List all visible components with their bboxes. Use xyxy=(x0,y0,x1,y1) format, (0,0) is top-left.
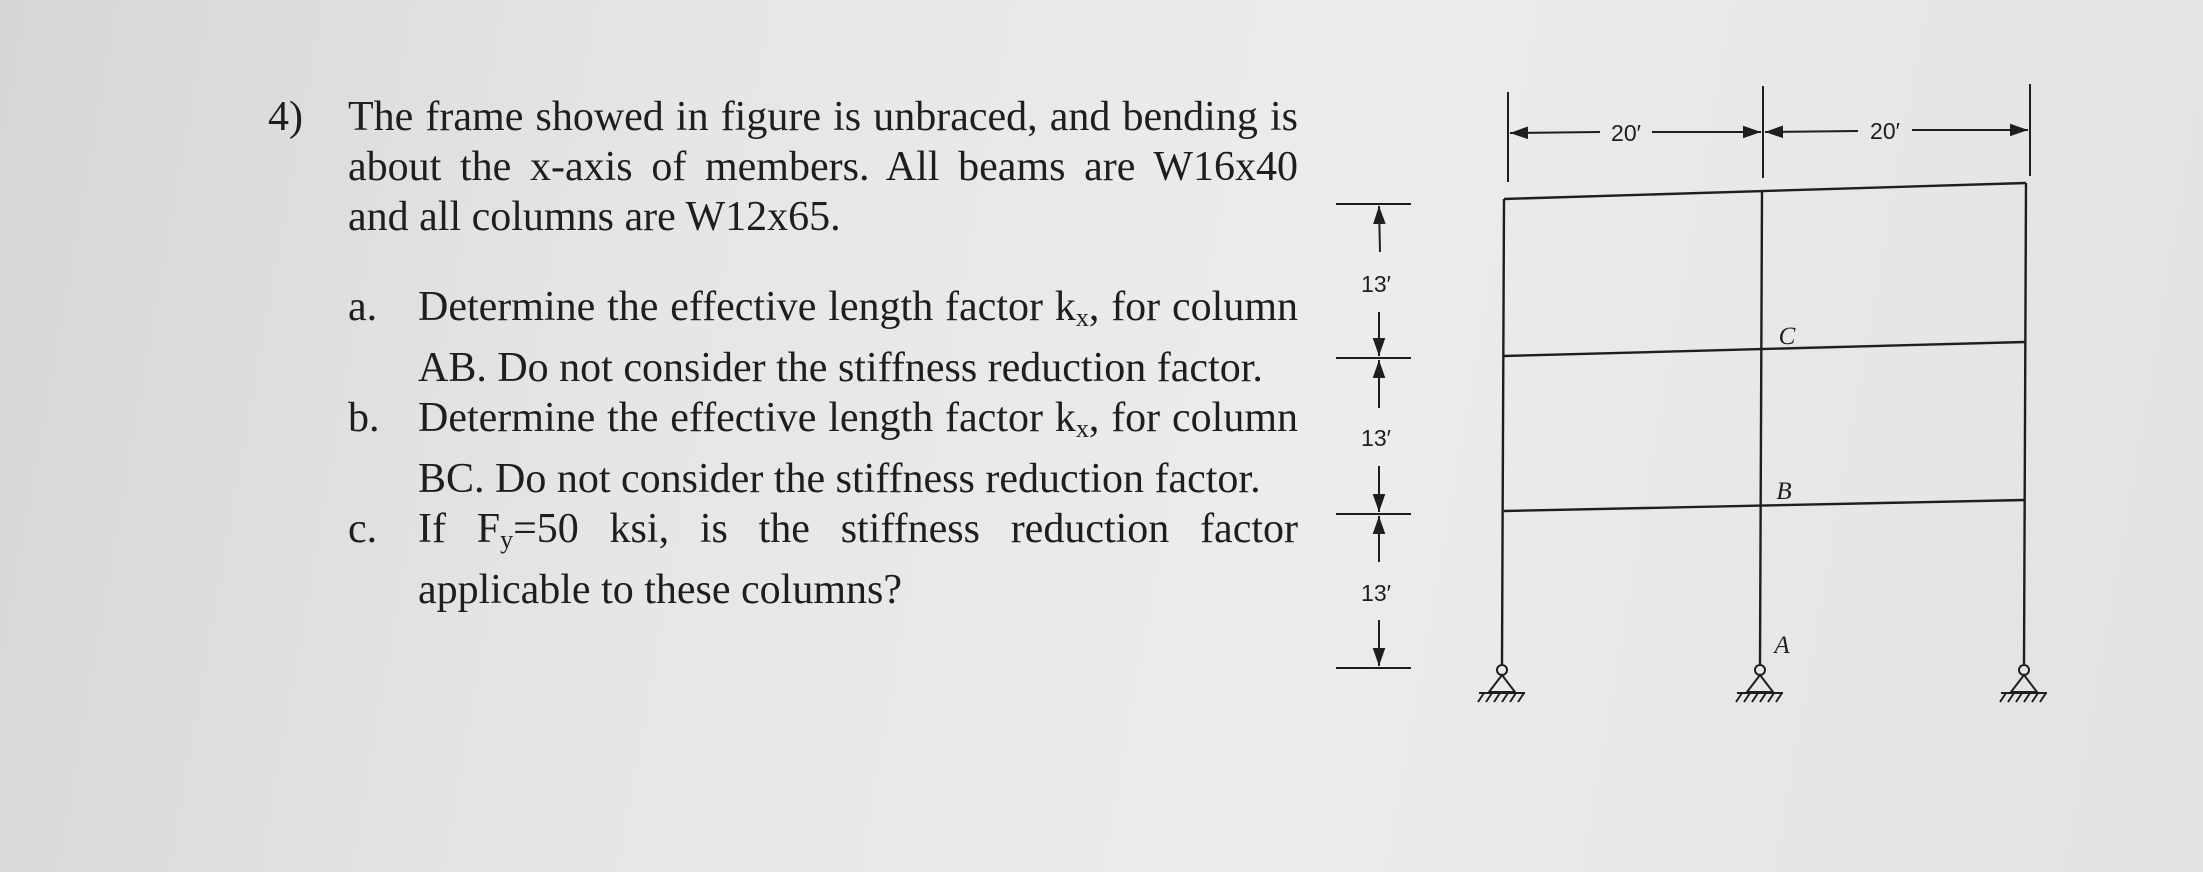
problem-statement: The frame showed in figure is unbraced, and bending is about the x-axis of members. All beams are W16x40 and all columns are W12x65. xyxy=(348,94,1298,240)
part-b-text: Determine the effective length factor $k_x$, for column BC. Do not consider the stiffness reduction factor. xyxy=(418,395,1298,502)
node-label-c: C xyxy=(1778,323,1796,350)
span-dimension xyxy=(1508,84,2030,182)
story-label-middle: 13′ xyxy=(1361,425,1391,451)
part-c-letter: c. xyxy=(348,506,378,552)
frame-members xyxy=(1502,183,2026,664)
span-label-right: 20′ xyxy=(1870,118,1900,144)
story-label-bottom: 13′ xyxy=(1361,580,1391,606)
span1-arrow-left xyxy=(1510,132,1600,133)
story1-arrow-up xyxy=(1379,206,1380,252)
pin-support-left xyxy=(1478,665,1525,702)
pin-support-middle-triangle xyxy=(1747,675,1773,692)
part-a-text: Determine the effective length factor $k_x$, for column AB. Do not consider the stiffness reduction factor. xyxy=(418,284,1298,391)
node-label-a: A xyxy=(1774,632,1790,659)
node-label-b: B xyxy=(1776,478,1792,505)
pin-support-middle xyxy=(1736,665,1783,702)
part-a-letter: a. xyxy=(348,284,378,330)
left-column xyxy=(1502,199,1504,664)
span2-arrow-left xyxy=(1765,131,1858,132)
pin-support-left-hatch xyxy=(1478,693,1524,702)
third-floor-beam xyxy=(1504,342,2025,356)
pin-support-right xyxy=(2000,665,2047,702)
middle-column xyxy=(1760,191,1762,664)
span-label-left: 20′ xyxy=(1611,120,1641,146)
pin-support-right-triangle xyxy=(2011,675,2037,692)
second-floor-beam xyxy=(1504,500,2024,511)
problem-number: 4) xyxy=(268,94,303,140)
roof-beam xyxy=(1504,183,2026,199)
pin-support-left-triangle xyxy=(1489,675,1515,692)
pin-support-right-hatch xyxy=(2000,693,2046,702)
pin-support-middle-hatch xyxy=(1736,693,1782,702)
part-c-text: If $F_y=50$ ksi, is the stiffness reduction factor applicable to these columns? xyxy=(418,506,1298,613)
right-column xyxy=(2024,183,2026,664)
part-b-letter: b. xyxy=(348,395,380,441)
story-label-top: 13′ xyxy=(1361,271,1391,297)
